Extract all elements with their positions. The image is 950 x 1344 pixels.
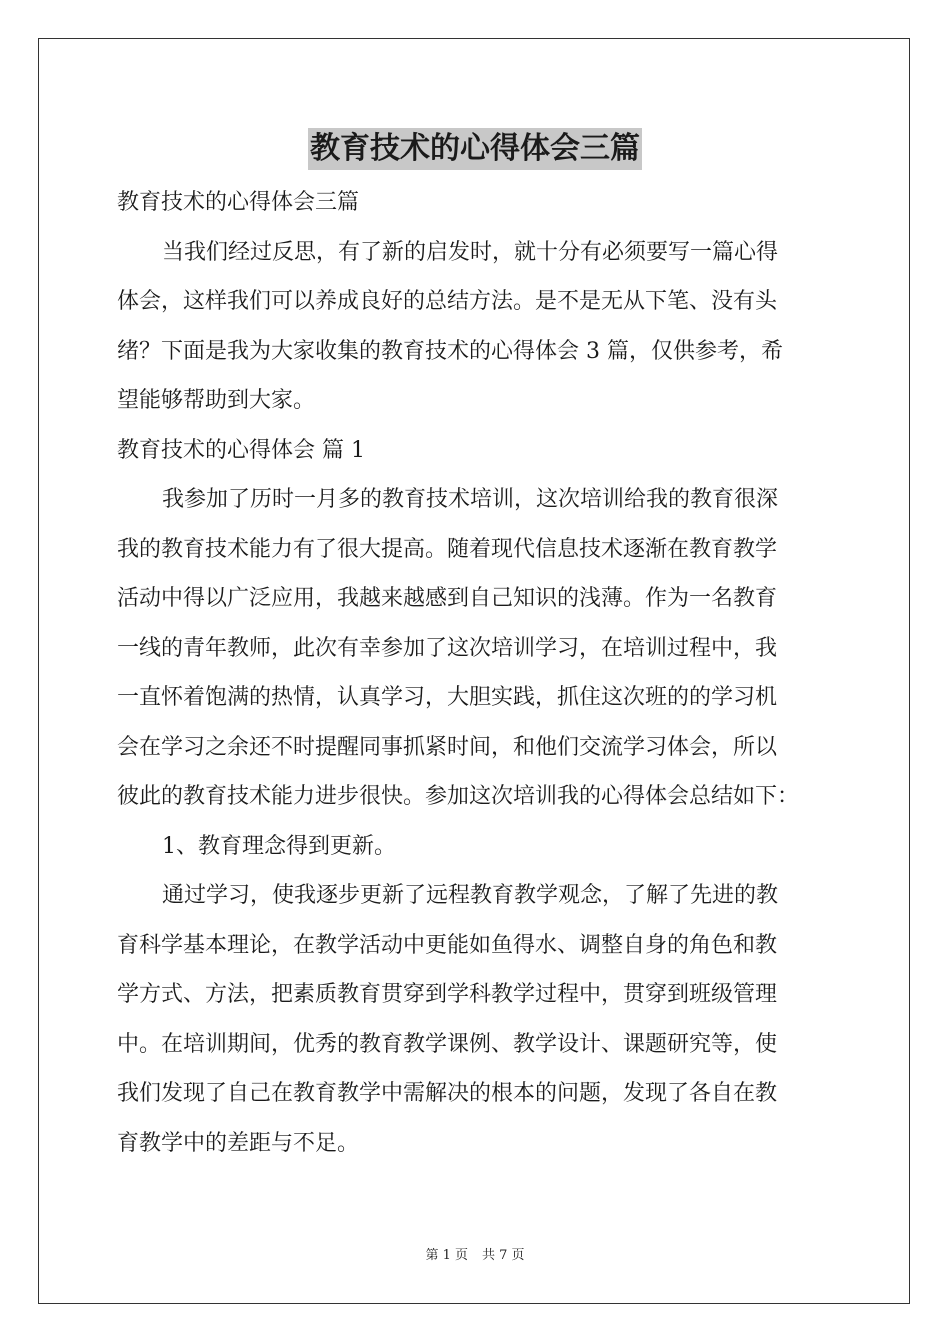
paragraph-line: 一线的青年教师，此次有幸参加了这次培训学习，在培训过程中，我 [117,635,778,661]
paragraph-line: 教育技术的心得体会三篇 [117,190,360,215]
paragraph-line: 通过学习，使我逐步更新了远程教育教学观念，了解了先进的教 [162,883,779,908]
paragraph-line: 体会，这样我们可以养成良好的总结方法。是不是无从下笔、没有头 [117,289,778,314]
paragraph-line: 我的教育技术能力有了很大提高。随着现代信息技术逐渐在教育教学 [117,536,778,562]
paragraph-line: 活动中得以广泛应用，我越来越感到自己知识的浅薄。作为一名教育 [117,586,778,611]
paragraph-line: 育科学基本理论，在教学活动中更能如鱼得水、调整自身的角色和教 [117,932,778,958]
paragraph-line: 中。在培训期间，优秀的教育教学课例、教学设计、课题研究等，使 [117,1031,778,1057]
paragraph-line: 我参加了历时一月多的教育技术培训，这次培训给我的教育很深 [162,487,779,512]
paragraph-line: 会在学习之余还不时提醒同事抓紧时间，和他们交流学习体会，所以 [117,734,778,760]
page-footer [0,1246,950,1266]
paragraph-line: 学方式、方法，把素质教育贯穿到学科教学过程中，贯穿到班级管理 [117,982,778,1007]
paragraph-line: 当我们经过反思，有了新的启发时，就十分有必须要写一篇心得 [162,239,779,265]
numbered-heading: 1、教育理念得到更新。 [162,833,396,859]
paragraph-line: 彼此的教育技术能力进步很快。参加这次培训我的心得体会总结如下： [117,784,800,809]
section-heading: 教育技术的心得体会 篇 1 [117,437,365,463]
paragraph-line: 绪？下面是我为大家收集的教育技术的心得体会 3 篇，仅供参考，希 [117,338,783,364]
document-body [117,178,837,1168]
paragraph-line: 一直怀着饱满的热情，认真学习，大胆实践，抓住这次班的的学习机 [117,685,778,710]
page-number: 第 1 页 [425,1248,468,1263]
paragraph-line: 我们发现了自己在教育教学中需解决的根本的问题，发现了各自在教 [117,1081,778,1106]
page-total: 共 7 页 [482,1248,525,1263]
paragraph-line: 望能够帮助到大家。 [117,388,316,413]
paragraph-line: 育教学中的差距与不足。 [117,1130,360,1156]
document-title: 教育技术的心得体会三篇 [308,128,642,170]
title-container [0,128,950,170]
